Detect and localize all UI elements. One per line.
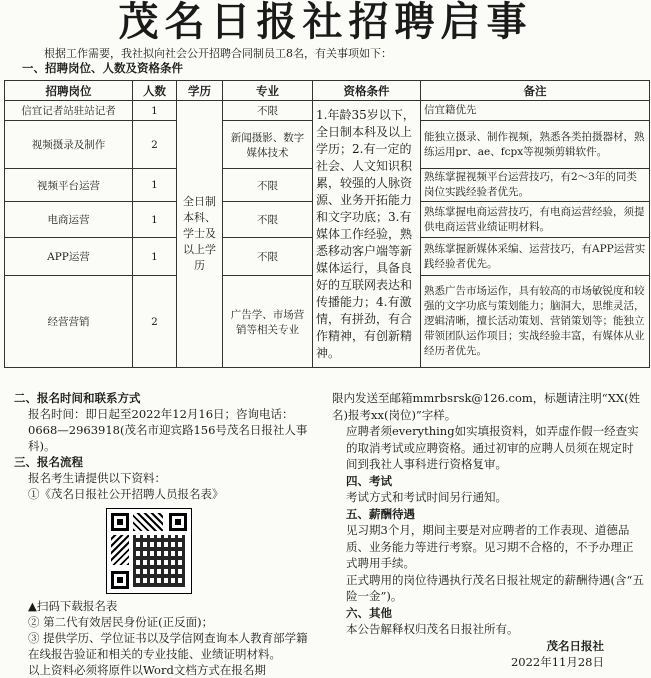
cell-major: 不限 [223,238,313,276]
section3-tail: 以上资料必须将原件以Word文档方式在报名期 [28,663,266,677]
cell-conditions: 1.年龄35岁以下，全日制本科及以上学历；2.有一定的社会、人文知识积累，较强的人脉资源、业务开拓能力和文字功底；3.有媒体工作经验，熟悉移动客户端等新媒体运行，具备良好的互联网表达和传播能力；4.有激情，有拼劲，有合作精神，有创新精神。 [313,101,421,368]
section3-item2: ② 第二代有效居民身份证(正反面)； [28,615,214,629]
cell-position: 视频摄录及制作 [5,121,133,169]
qr-finder-pattern [169,513,187,531]
cell-note: 信宜籍优先 [421,101,650,121]
section2-text: 报名时间：即日起至2022年12月16日；咨询电话：0668—2963918(茂名市迎宾路156号茂名日报社人事科)。 [28,407,308,453]
header-conditions: 资格条件 [313,81,421,101]
qr-modules [111,535,129,565]
cell-note: 能独立摄录、制作视频，熟悉各类拍摄器材，熟练运用pr、ae、fcpx等视频剪辑软件。 [421,121,650,169]
date: 2022年11月28日 [510,655,604,669]
signature: 茂名日报社 [546,638,604,653]
section5-text-2: 正式聘用的岗位待遇执行茂名日报社规定的薪酬待遇(含“五险一金”)。 [346,572,644,603]
qr-modules [133,513,163,531]
cell-position: APP运营 [5,238,133,276]
section4-heading: 四、考试 [346,473,392,488]
header-education: 学历 [177,81,223,101]
qr-caption: ▲扫码下载报名表 [28,599,118,613]
cell-count: 1 [133,169,177,202]
cell-education: 全日制本科、学士及以上学历 [177,101,223,368]
right-column [332,390,644,671]
table-header-row [5,81,650,101]
header-note: 备注 [421,81,650,101]
section3-lead: 报名考生请提供以下资料： [28,471,166,485]
cell-major: 不限 [223,202,313,238]
cell-major: 不限 [223,169,313,202]
cell-position: 电商运营 [5,202,133,238]
qr-finder-pattern [111,571,129,589]
header-count: 人数 [133,81,177,101]
section3-heading: 三、报名流程 [14,455,83,469]
cell-count: 1 [133,238,177,276]
section5-text-1: 见习期3个月，期间主要是对应聘者的工作表现、道德品质、业务能力等进行考察。见习期不合格的，不予办理正式聘用手续。 [346,523,634,570]
header-position: 招聘岗位 [5,81,133,101]
cell-major: 新闻摄影、数字媒体技术 [223,121,313,169]
page-title: 茂名日报社招聘启事 [118,0,533,45]
section2-heading: 二、报名时间和联系方式 [14,391,141,405]
cell-count: 1 [133,202,177,238]
cell-count: 2 [133,276,177,368]
cell-note: 熟练掌握视频平台运营技巧，有2～3年的同类岗位实践经验者优先。 [421,169,650,202]
email-instructions: 限内发送至邮箱mmrbsrsk@126.com，标题请注明“XX(姓名)报考xx(岗位)”字样。 [332,391,641,422]
cell-note: 熟练掌握新媒体采编、运营技巧，有APP运营实践经验者优先。 [421,238,650,276]
section5-heading: 五、薪酬待遇 [346,506,415,521]
section4-text: 考试方式和考试时间另行通知。 [346,490,507,504]
qr-finder-pattern [111,513,129,531]
section6-heading: 六、其他 [346,605,392,620]
cell-count: 1 [133,101,177,121]
cell-note: 熟悉广告市场运作，具有较高的市场敏锐度和较强的文字功底与策划能力；脑洞大，思维灵活，逻辑清晰，擅长活动策划、营销策划等；能独立带领团队运作项目；实战经验丰富，有媒体从业经历者优先。 [421,276,650,368]
cell-major: 不限 [223,101,313,121]
qr-modules [133,535,185,587]
verification-text: 应聘者须everything如实填报资料，如弄虚作假一经查实的取消考试或应聘资格。通过初审的应聘人员须在规定时间到我社人事科进行资格复审。 [346,424,639,471]
cell-note: 熟练掌握电商运营技巧，有电商运营经验，须提供电商运营业绩证明材料。 [421,202,650,238]
qr-code-image[interactable] [106,508,192,594]
cell-position: 视频平台运营 [5,169,133,202]
section3-item1: ①《茂名日报社公开招聘人员报名表》 [28,487,224,501]
left-column [14,390,319,678]
intro-text: 根据工作需要，我社拟向社会公开招聘合同制员工8名，有关事项如下： [44,47,392,60]
cell-position: 信宜记者站驻站记者 [5,101,133,121]
cell-major: 广告学、市场营销等相关专业 [223,276,313,368]
section1-heading: 一、招聘岗位、人数及资格条件 [22,61,183,75]
recruitment-table [4,80,650,368]
cell-count: 2 [133,121,177,169]
cell-position: 经营营销 [5,276,133,368]
section6-text: 本公告解释权归茂名日报社所有。 [346,622,519,636]
table-row [5,101,650,121]
header-major: 专业 [223,81,313,101]
section3-item3: ③ 提供学历、学位证书以及学信网查询本人教育部学籍在线报告验证和相关的专业技能、业绩证明材料。 [28,631,308,661]
